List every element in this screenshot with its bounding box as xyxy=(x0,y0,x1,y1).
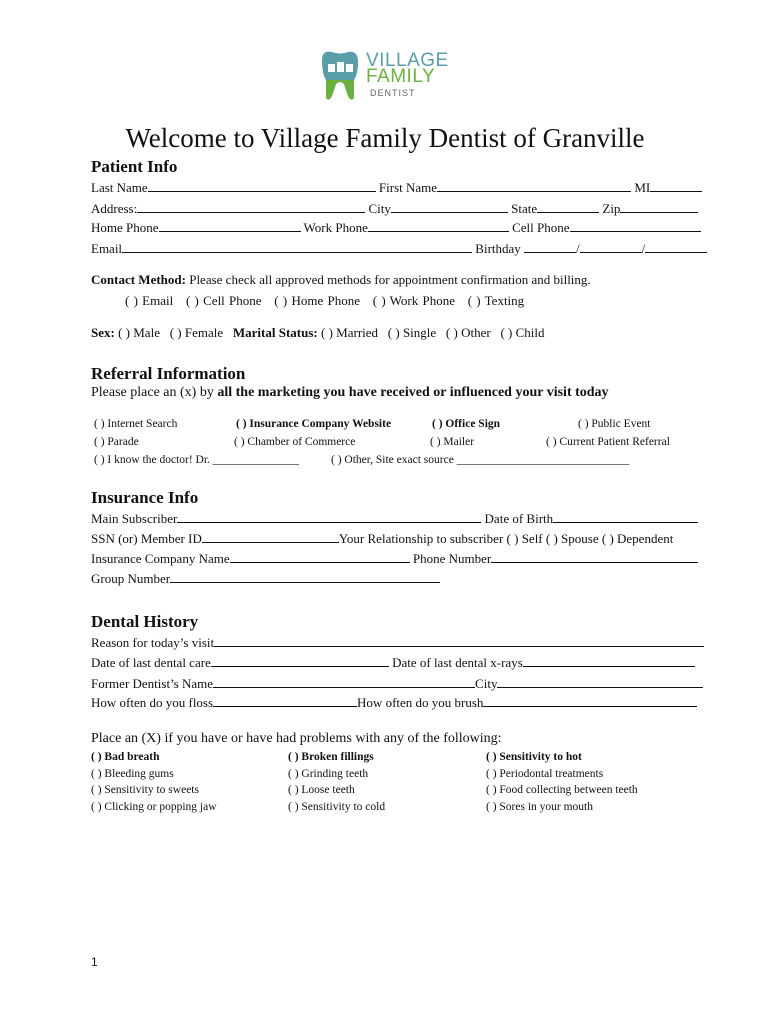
brush-label: How often do you brush xyxy=(357,695,484,710)
insurance-phone-field[interactable] xyxy=(491,550,698,563)
relationship-dependent[interactable]: ( ) Dependent xyxy=(601,531,674,546)
patient-info-heading: Patient Info xyxy=(91,157,178,176)
former-dentist-field[interactable] xyxy=(213,675,475,688)
problem-clicking-jaw[interactable]: ( ) Clicking or popping jaw xyxy=(91,801,217,813)
contact-option-email[interactable]: ( ) Email xyxy=(125,293,174,308)
group-number-field[interactable] xyxy=(170,570,440,583)
insurance-phone-label: Phone Number xyxy=(412,551,492,566)
patient-row-3 xyxy=(91,219,701,236)
problem-sores[interactable]: ( ) Sores in your mouth xyxy=(486,801,594,813)
first-name-label: First Name xyxy=(378,180,438,195)
referral-office-sign[interactable]: ( ) Office Sign xyxy=(432,418,501,430)
sex-option-female[interactable]: ( ) Female xyxy=(169,325,224,340)
contact-option-work[interactable]: ( ) Work Phone xyxy=(372,293,455,308)
email-field[interactable] xyxy=(122,240,472,253)
contact-method-label: Contact Method: xyxy=(91,272,186,287)
main-subscriber-field[interactable] xyxy=(177,510,481,523)
first-name-field[interactable] xyxy=(437,179,631,192)
dental-row-1 xyxy=(91,634,704,651)
birthday-label: Birthday xyxy=(475,241,521,256)
insurance-heading: Insurance Info xyxy=(91,488,199,507)
referral-mailer[interactable]: ( ) Mailer xyxy=(430,436,475,448)
insurance-row-3 xyxy=(91,550,698,567)
insurance-company-label: Insurance Company Name xyxy=(91,551,230,566)
problem-grinding-teeth[interactable]: ( ) Grinding teeth xyxy=(288,768,369,780)
last-xrays-field[interactable] xyxy=(523,654,695,667)
problem-sensitivity-cold[interactable]: ( ) Sensitivity to cold xyxy=(288,801,386,813)
problem-broken-fillings[interactable]: ( ) Broken fillings xyxy=(288,751,374,763)
work-phone-field[interactable] xyxy=(368,219,509,232)
address-label: Address: xyxy=(91,201,138,216)
ssn-label: SSN (or) Member ID xyxy=(91,531,202,546)
dental-row-2 xyxy=(91,654,695,671)
contact-option-home[interactable]: ( ) Home Phone xyxy=(274,293,360,308)
email-label: Email xyxy=(91,241,123,256)
insurance-dob-label: Date of Birth xyxy=(484,511,554,526)
referral-heading: Referral Information xyxy=(91,364,246,383)
former-dentist-label: Former Dentist’s Name xyxy=(91,676,214,691)
referral-know-doctor[interactable]: ( ) I know the doctor! Dr. _______________ xyxy=(94,454,300,466)
mi-field[interactable] xyxy=(650,179,702,192)
referral-chamber[interactable]: ( ) Chamber of Commerce xyxy=(234,436,356,448)
referral-public-event[interactable]: ( ) Public Event xyxy=(578,418,651,430)
contact-option-texting[interactable]: ( ) Texting xyxy=(467,293,525,308)
sex-marital-row xyxy=(91,325,545,341)
page-number: 1 xyxy=(91,955,98,969)
referral-intro-text: Please place an (x) by xyxy=(91,385,218,400)
last-care-field[interactable] xyxy=(211,654,389,667)
problem-sensitivity-hot[interactable]: ( ) Sensitivity to hot xyxy=(486,751,582,763)
mi-label: MI xyxy=(634,180,651,195)
state-field[interactable] xyxy=(537,200,599,213)
last-name-label: Last Name xyxy=(91,180,148,195)
problem-food-collecting[interactable]: ( ) Food collecting between teeth xyxy=(486,784,638,796)
problems-intro: Place an (X) if you have or have had problems with any of the following: xyxy=(91,731,502,746)
dental-row-3 xyxy=(91,675,703,692)
brush-field[interactable] xyxy=(483,694,697,707)
referral-parade[interactable]: ( ) Parade xyxy=(94,436,139,448)
work-phone-label: Work Phone xyxy=(303,220,368,235)
former-dentist-city-label: City xyxy=(475,676,498,691)
cell-phone-label: Cell Phone xyxy=(512,220,570,235)
last-care-label: Date of last dental care xyxy=(91,655,211,670)
floss-field[interactable] xyxy=(213,694,357,707)
marital-option-single[interactable]: ( ) Single xyxy=(387,325,437,340)
tooth-logo-icon xyxy=(318,50,362,102)
referral-internet[interactable]: ( ) Internet Search xyxy=(94,418,178,430)
relationship-label: Your Relationship to subscriber xyxy=(338,531,504,546)
referral-intro xyxy=(91,385,609,401)
reason-field[interactable] xyxy=(214,634,704,647)
problem-periodontal[interactable]: ( ) Periodontal treatments xyxy=(486,768,604,780)
address-field[interactable] xyxy=(137,200,365,213)
logo-text-village: VILLAGE xyxy=(366,50,449,71)
patient-row-4: Email Birthday / / xyxy=(91,240,707,257)
ssn-field[interactable] xyxy=(202,530,339,543)
marital-option-married[interactable]: ( ) Married xyxy=(321,325,379,340)
logo-text-dentist: DENTIST xyxy=(370,88,416,98)
relationship-self[interactable]: ( ) Self xyxy=(506,531,543,546)
insurance-company-field[interactable] xyxy=(230,550,410,563)
logo-text-family: FAMILY xyxy=(366,66,436,87)
sex-option-male[interactable]: ( ) Male xyxy=(118,325,160,340)
zip-field[interactable] xyxy=(620,200,698,213)
sex-label: Sex: xyxy=(91,325,115,340)
home-phone-field[interactable] xyxy=(159,219,301,232)
patient-row-2 xyxy=(91,200,698,217)
referral-intro-bold: all the marketing you have received or influenced your visit today xyxy=(217,385,609,400)
state-label: State xyxy=(511,201,538,216)
city-field[interactable] xyxy=(391,200,508,213)
contact-method-text: Please check all approved methods for appointment confirmation and billing. xyxy=(189,272,591,287)
insurance-dob-field[interactable] xyxy=(553,510,698,523)
problem-bleeding-gums[interactable]: ( ) Bleeding gums xyxy=(91,768,174,780)
birthday-year-field[interactable] xyxy=(645,240,707,253)
insurance-row-2 xyxy=(91,530,673,547)
problem-bad-breath[interactable]: ( ) Bad breath xyxy=(91,751,160,763)
birthday-day-field[interactable] xyxy=(580,240,642,253)
problem-loose-teeth[interactable]: ( ) Loose teeth xyxy=(288,784,355,796)
marital-status-label: Marital Status: xyxy=(232,325,318,340)
referral-insurance-website[interactable]: ( ) Insurance Company Website xyxy=(236,418,392,430)
contact-method-row xyxy=(91,272,591,288)
relationship-spouse[interactable]: ( ) Spouse xyxy=(545,531,599,546)
former-dentist-city-field[interactable] xyxy=(497,675,703,688)
dental-history-heading: Dental History xyxy=(91,612,199,631)
marital-option-child[interactable]: ( ) Child xyxy=(500,325,545,340)
birthday-month-field[interactable] xyxy=(524,240,576,253)
group-number-label: Group Number xyxy=(91,571,171,586)
last-name-field[interactable] xyxy=(148,179,376,192)
contact-option-cell[interactable]: ( ) Cell Phone xyxy=(185,293,262,308)
marital-option-other[interactable]: ( ) Other xyxy=(445,325,491,340)
main-subscriber-label: Main Subscriber xyxy=(91,511,178,526)
cell-phone-field[interactable] xyxy=(570,219,701,232)
floss-label: How often do you floss xyxy=(91,695,214,710)
city-label: City xyxy=(368,201,391,216)
problem-sensitivity-sweets[interactable]: ( ) Sensitivity to sweets xyxy=(91,784,199,796)
dental-row-4 xyxy=(91,694,697,711)
insurance-row-1 xyxy=(91,510,698,527)
clinic-logo xyxy=(318,48,458,104)
zip-label: Zip xyxy=(602,201,621,216)
patient-row-1 xyxy=(91,179,702,196)
reason-label: Reason for today’s visit xyxy=(91,635,215,650)
last-xrays-label: Date of last dental x-rays xyxy=(392,655,523,670)
home-phone-label: Home Phone xyxy=(91,220,159,235)
contact-options xyxy=(125,293,524,309)
insurance-row-4 xyxy=(91,570,440,587)
page-title: Welcome to Village Family Dentist of Granville xyxy=(125,123,645,153)
referral-patient-referral[interactable]: ( ) Current Patient Referral xyxy=(546,436,670,448)
referral-other-source[interactable]: ( ) Other, Site exact source ______________________________ xyxy=(331,454,630,466)
